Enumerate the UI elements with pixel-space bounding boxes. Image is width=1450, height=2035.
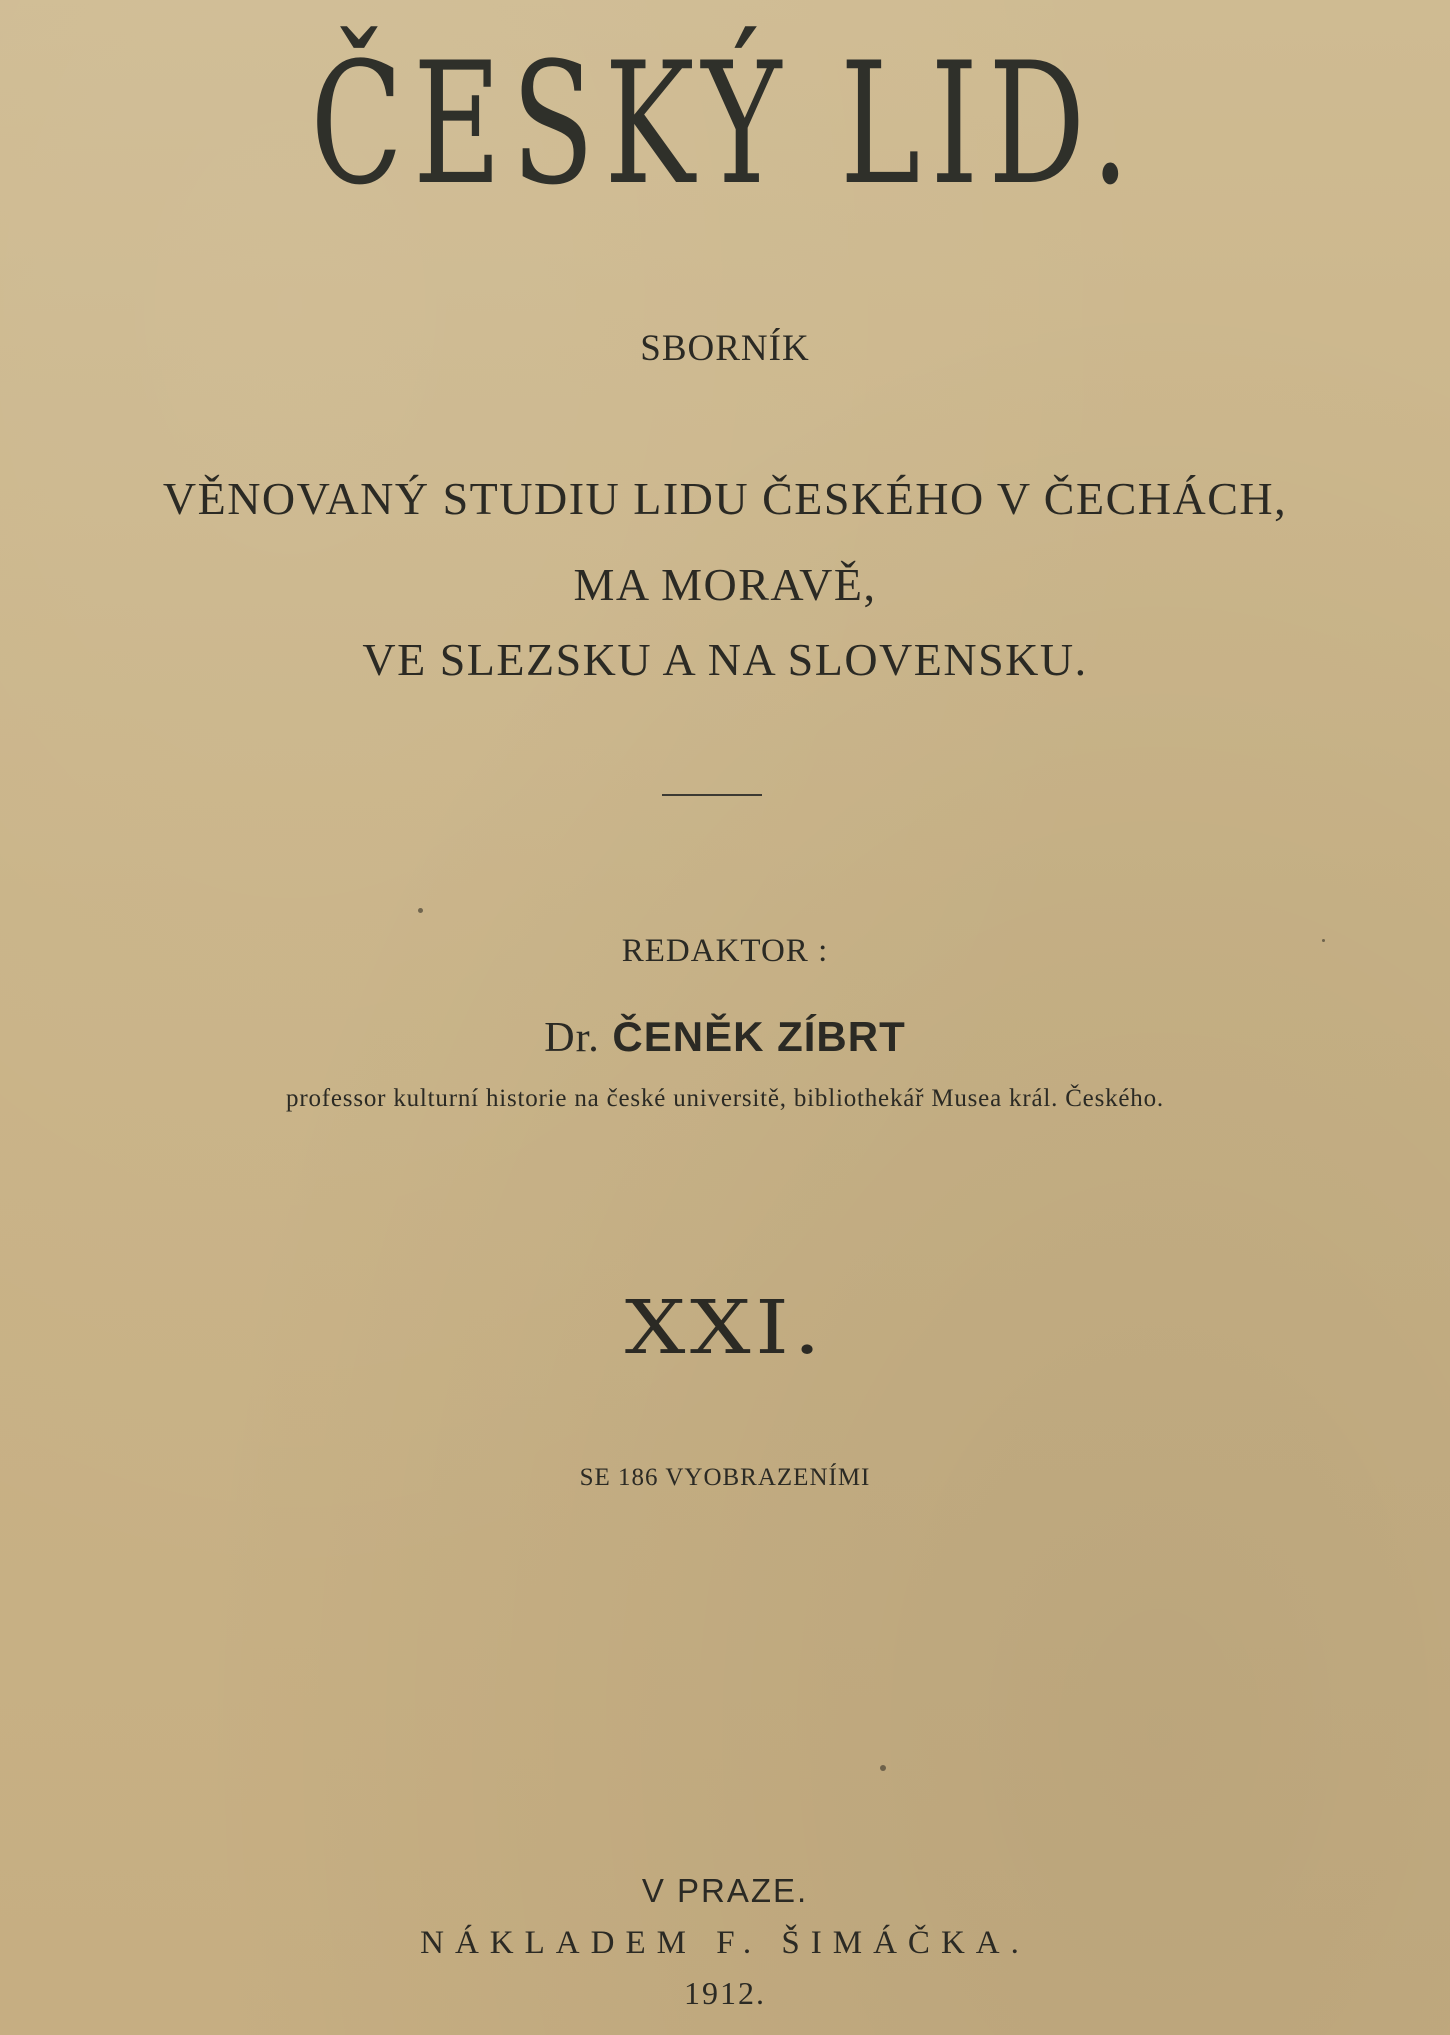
editor-name: ČENĚK ZÍBRT <box>612 1013 906 1060</box>
illustrations-note: SE 186 VYOBRAZENÍMI <box>579 1464 871 1491</box>
dedication-line-1: VĚNOVANÝ STUDIU LIDU ČESKÉHO V ČECHÁCH, <box>162 473 1288 524</box>
editor-role: professor kulturní historie na české universitě, bibliothekář Musea král. Českého. <box>286 1085 1164 1112</box>
editor-label: REDAKTOR : <box>621 933 829 969</box>
paper-speck <box>1322 939 1325 942</box>
volume-number: XXI. <box>624 1285 826 1371</box>
editor-title-prefix: Dr. <box>544 1015 600 1061</box>
dedication-line-2: MA MORAVĚ, <box>573 559 877 610</box>
journal-title: ČESKÝ LID. <box>310 26 1140 222</box>
imprint-publisher: NÁKLADEM F. ŠIMÁČKA. <box>420 1925 1030 1961</box>
dedication-line-3: VE SLEZSKU A NA SLOVENSKU. <box>362 634 1088 685</box>
imprint-year: 1912. <box>684 1975 766 2011</box>
paper-speck <box>880 1765 886 1771</box>
paper-speck <box>418 908 423 913</box>
subtitle: SBORNÍK <box>640 328 810 369</box>
editor-line <box>0 1013 1450 1062</box>
imprint-place: V PRAZE. <box>641 1872 809 1909</box>
divider-rule <box>662 794 762 796</box>
